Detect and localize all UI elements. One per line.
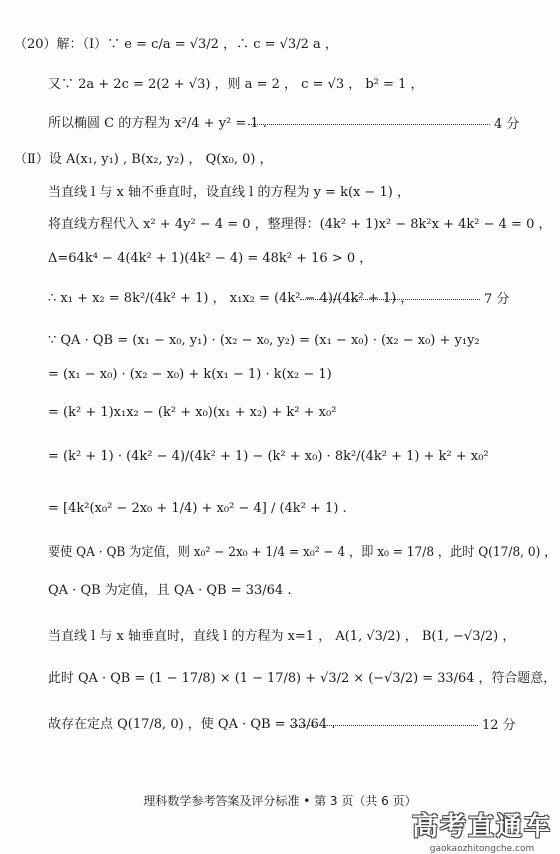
line-1-eccentricity: （20）解：（Ⅰ）∵ e = c/a = √3/2 ，∴ c = √3/2 a ，: [14, 37, 338, 52]
line-15-fixed-value: QA · QB 为定值，且 QA · QB = 33/64 .: [48, 583, 292, 598]
line-12-substitute-vieta: = (k² + 1) · (4k² − 4)/(4k² + 1) − (k² + x₀) · 8k²/(4k² + 1) + k² + x₀²: [48, 449, 489, 464]
score-mark: 7 分: [484, 292, 510, 307]
line-8-vieta: ∴ x₁ + x₂ = 8k²/(4k² + 1) ， x₁x₂ = (4k² − 4)/(4k² + 1) ，: [48, 291, 414, 306]
line-18-conclusion: 故存在定点 Q(17/8, 0) ，使 QA · QB = 33/64 .: [48, 717, 336, 732]
line-9-dot-product: ∵ QA · QB = (x₁ − x₀, y₁) · (x₂ − x₀, y₂) = (x₁ − x₀) · (x₂ − x₀) + y₁y₂: [48, 333, 480, 348]
score-mark: 4 分: [494, 117, 520, 132]
line-10-expand: = (x₁ − x₀) · (x₂ − x₀) + k(x₁ − 1) · k(x₂ − 1): [48, 367, 332, 382]
watermark-logo: [412, 806, 552, 854]
line-13-simplified: = [4k²(x₀² − 2x₀ + 1/4) + x₀² − 4] / (4k² + 1) .: [48, 501, 347, 516]
watermark-title: 高考直通车: [412, 812, 553, 842]
line-4-setup-points: （Ⅱ）设 A(x₁, y₁) , B(x₂, y₂) ， Q(x₀, 0) ，: [14, 152, 273, 167]
score-leader-dots: [300, 299, 480, 300]
line-11-expand: = (k² + 1)x₁x₂ − (k² + x₀)(x₁ + x₂) + k² + x₀²: [48, 405, 337, 420]
line-5-line-equation: 当直线 l 与 x 轴不垂直时，设直线 l 的方程为 y = k(x − 1) ，: [48, 185, 410, 200]
line-2-solve-a-c: 又∵ 2a + 2c = 2(2 + √3) ，则 a = 2 ， c = √3 ， b² = 1 ，: [48, 77, 424, 92]
line-3-ellipse-equation: 所以椭圆 C 的方程为 x²/4 + y² = 1 .: [48, 116, 267, 131]
line-6-substitution: 将直线方程代入 x² + 4y² − 4 = 0 ，整理得：(4k² + 1)x² − 8k²x + 4k² − 4 = 0 ，: [48, 217, 552, 232]
score-mark: 12 分: [482, 718, 516, 733]
line-14-fixed-value-condition: 要使 QA · QB 为定值，则 x₀² − 2x₀ + 1/4 = x₀² − 4 ，即 x₀ = 17/8 ，此时 Q(17/8, 0) ，: [48, 545, 557, 560]
line-17-vertical-check: 此时 QA · QB = (1 − 17/8) × (1 − 17/8) + √3/2 × (−√3/2) = 33/64 ，符合题意，: [48, 671, 557, 686]
line-7-discriminant: Δ=64k⁴ − 4(4k² + 1)(4k² − 4) = 48k² + 16 > 0 ，: [48, 251, 373, 266]
score-leader-dots: [248, 124, 490, 125]
watermark-url: gaokaozhitongche.com: [429, 844, 535, 854]
page-footer: 理科数学参考答案及评分标准 • 第 3 页（共 6 页）: [143, 794, 417, 808]
score-leader-dots: [290, 725, 478, 726]
line-16-vertical-case: 当直线 l 与 x 轴垂直时，直线 l 的方程为 x=1 ， A(1, √3/2) ， B(1, −√3/2) ，: [48, 629, 516, 644]
